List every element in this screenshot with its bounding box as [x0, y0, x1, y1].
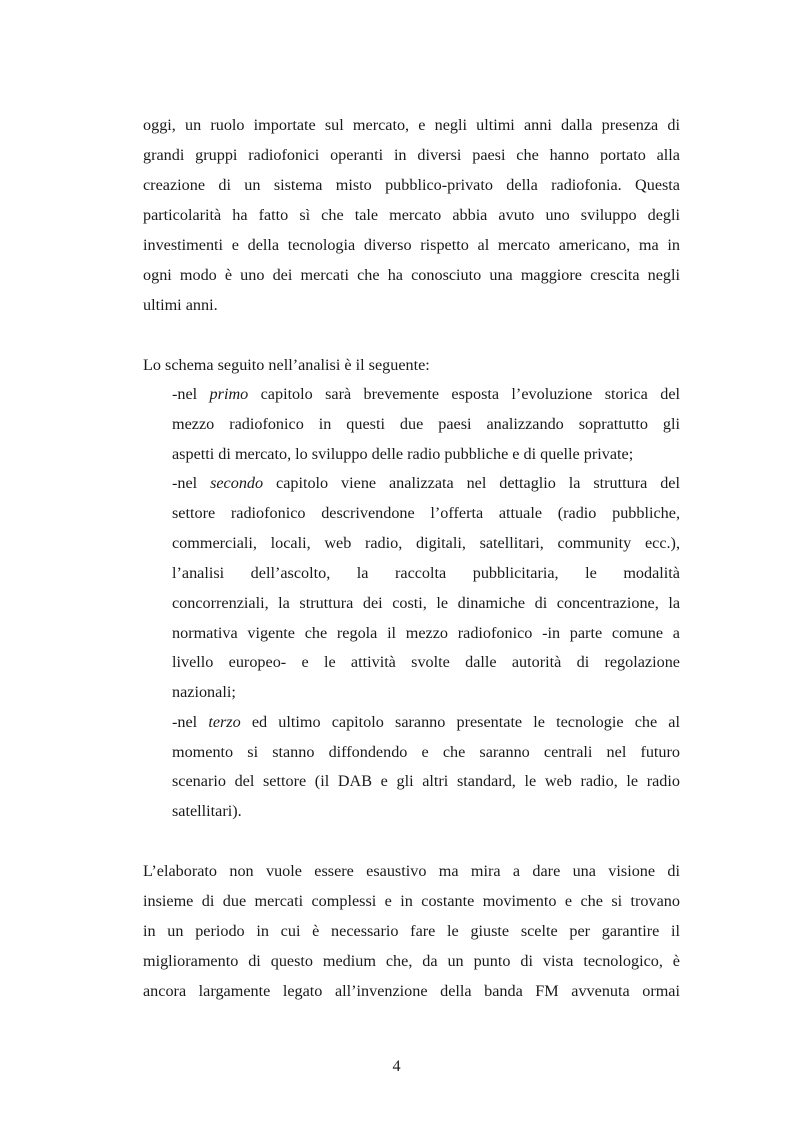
item2-line: nazionali; — [172, 683, 236, 701]
paragraph1-line: ultimi anni. — [143, 296, 218, 314]
paragraph1-line: investimenti e della tecnologia diverso rispetto al mercato americano, ma in — [143, 236, 680, 254]
outline-intro: Lo schema seguito nell’analisi è il seguente: — [143, 356, 430, 374]
paragraph1-line: particolarità ha fatto sì che tale mercato abbia avuto uno sviluppo degli — [143, 206, 680, 224]
item3-line: satellitari). — [172, 802, 242, 820]
paragraph1-line: ogni modo è uno dei mercati che ha conosciuto una maggiore crescita negli — [143, 266, 680, 284]
paragraph3-line: insieme di due mercati complessi e in costante movimento e che si trovano — [143, 892, 680, 910]
item2-line: l’analisi dell’ascolto, la raccolta pubblicitaria, le modalità — [172, 564, 680, 582]
item2-line: normativa vigente che regola il mezzo radiofonico -in parte comune a — [172, 624, 680, 642]
item2-line: commerciali, locali, web radio, digitali, satellitari, community ecc.), — [172, 534, 680, 552]
item2-first-line — [172, 468, 680, 498]
item1-italic: primo — [209, 385, 249, 403]
paragraph3-line: in un periodo in cui è necessario fare le giuste scelte per garantire il — [143, 922, 680, 940]
item2-rest: capitolo viene analizzata nel dettaglio la struttura del — [263, 474, 680, 492]
page-number: 4 — [392, 1057, 401, 1075]
item3-rest: ed ultimo capitolo saranno presentate le tecnologie che al — [240, 713, 680, 731]
item1-first-line — [172, 379, 680, 409]
paragraph3-line: L’elaborato non vuole essere esaustivo ma mira a dare una visione di — [143, 862, 680, 880]
item1-rest: capitolo sarà brevemente esposta l’evoluzione storica del — [248, 385, 681, 403]
paragraph1-line: creazione di un sistema misto pubblico-privato della radiofonia. Questa — [143, 176, 680, 194]
item1-prefix: -nel — [172, 385, 210, 403]
item2-line: livello europeo- e le attività svolte dalle autorità di regolazione — [172, 653, 680, 671]
paragraph3-line: ancora largamente legato all’invenzione della banda FM avvenuta ormai — [143, 982, 680, 1000]
item1-line: aspetti di mercato, lo sviluppo delle radio pubbliche e di quelle private; — [172, 445, 634, 463]
item2-italic: secondo — [210, 474, 264, 492]
item1-line: mezzo radiofonico in questi due paesi analizzando soprattutto gli — [172, 415, 680, 433]
paragraph1-line: oggi, un ruolo importate sul mercato, e negli ultimi anni dalla presenza di — [143, 116, 680, 134]
item2-line: concorrenziali, la struttura dei costi, le dinamiche di concentrazione, la — [172, 594, 680, 612]
item3-line: scenario del settore (il DAB e gli altri standard, le web radio, le radio — [172, 772, 680, 790]
paragraph3-line: miglioramento di questo medium che, da un punto di vista tecnologico, è — [143, 952, 680, 970]
item3-line: momento si stanno diffondendo e che saranno centrali nel futuro — [172, 743, 680, 761]
item3-italic: terzo — [208, 713, 241, 731]
item3-first-line — [172, 707, 680, 737]
paragraph1-line: grandi gruppi radiofonici operanti in diversi paesi che hanno portato alla — [143, 146, 680, 164]
item3-prefix: -nel — [172, 713, 209, 731]
item2-prefix: -nel — [172, 474, 211, 492]
item2-line: settore radiofonico descrivendone l’offerta attuale (radio pubbliche, — [172, 504, 680, 522]
